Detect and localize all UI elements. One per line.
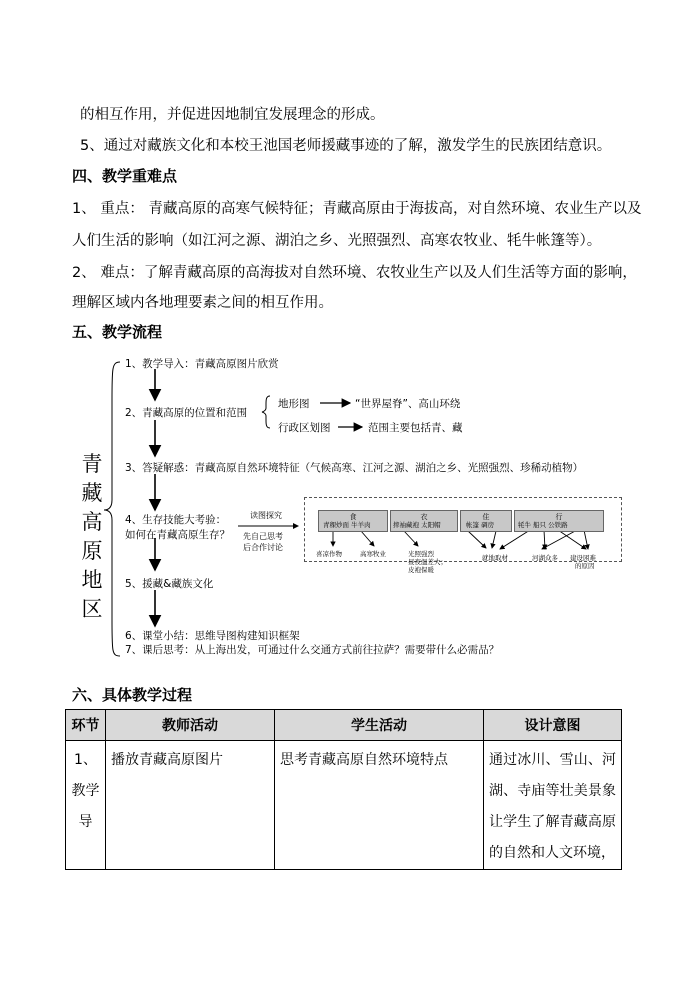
step-4-think-2: 后合作讨论 — [243, 543, 283, 552]
key-point-line1: 1、 重点： 青藏高原的高寒气候特征；青藏高原由于海拔高，对自然环境、农业生产以及 — [72, 201, 642, 217]
objective-5: 5、通过对藏族文化和本校王池国老师援藏事迹的了解，激发学生的民族团结意识。 — [80, 138, 612, 154]
outcome-many-lakes: 河湖众多 — [532, 554, 558, 562]
category-housing — [460, 510, 512, 532]
category-clothes-items: 摔袖藏袍 太阳帽 — [393, 521, 441, 529]
cell-intent: 通过冰川、雪山、河湖、寺庙等壮美景象让学生了解青藏高原的自然和人文环境， — [484, 741, 622, 870]
header-intent: 设计意图 — [484, 710, 622, 741]
cell-stage: 1、教学导 — [66, 741, 106, 870]
category-clothes-title: 衣 — [420, 513, 428, 521]
table-row — [66, 741, 622, 870]
step-2-admin-result: 范围主要包括青、藏 — [368, 422, 463, 434]
step-1: 1、教学导入：青藏高原图片欣赏 — [125, 358, 279, 370]
header-teacher: 教师活动 — [106, 710, 275, 741]
section-heading-6: 六、具体教学过程 — [72, 686, 193, 704]
section-heading-4: 四、教学重难点 — [72, 167, 178, 185]
header-stage: 环节 — [66, 710, 106, 741]
difficult-point-line2: 理解区域内各地理要素之间的相互作用。 — [72, 295, 333, 311]
step-2: 2、青藏高原的位置和范围 — [125, 407, 248, 419]
step-4-read: 读图探究 — [250, 511, 282, 520]
category-food-items: 青稞炒面 牛羊肉 — [323, 521, 371, 529]
step-2-map: 地形图 — [278, 398, 310, 410]
step-5: 5、援藏&藏族文化 — [125, 578, 214, 590]
cell-teacher: 播放青藏高原图片 — [106, 741, 275, 870]
outcome-temp-range: 昼夜温差大； — [408, 558, 447, 566]
outcome-alpine-pasture: 高寒牧业 — [360, 550, 386, 558]
step-4-line2: 如何在青藏高原生存？ — [125, 529, 230, 541]
step-4-line1: 4、生存技能大考验： — [125, 514, 227, 526]
table-header-row — [66, 710, 622, 741]
paragraph-continuation: 的相互作用，并促进因地制宜发展理念的形成。 — [80, 107, 385, 123]
section-heading-5: 五、教学流程 — [72, 323, 163, 341]
step-4-think-1: 先自己思考 — [243, 532, 283, 541]
category-travel-title: 行 — [555, 513, 563, 521]
step-7: 7、课后思考：从上海出发，可通过什么交通方式前往拉萨？需要带什么必需品？ — [125, 644, 500, 656]
step-6: 6、课堂小结：思维导图构建知识框架 — [125, 630, 300, 642]
category-food-title: 食 — [349, 513, 357, 521]
step-2-admin: 行政区划图 — [278, 422, 331, 434]
outcome-sunlight: 光照强烈 — [408, 550, 434, 558]
cell-student: 思考青藏高原自然环境特点 — [275, 741, 484, 870]
difficult-point-line1: 2、 难点：了解青藏高原的高海拔对自然环境、农牧业生产以及人们生活等方面的影响， — [72, 265, 637, 281]
category-travel — [514, 510, 604, 532]
outcome-reason: 的原因 — [575, 562, 595, 570]
header-student: 学生活动 — [275, 710, 484, 741]
category-housing-items: 帐篷 碉房 — [466, 521, 495, 529]
key-point-line2: 人们生活的影响（如江河之源、湖泊之乡、光照强烈、高寒农牧业、牦牛帐篷等）。 — [72, 233, 602, 249]
diagram-title: 青藏高原地区 — [81, 452, 103, 621]
outcome-local-materials: 就地取材 — [482, 554, 508, 562]
outcome-construction-difficulty: 建设困难 — [570, 554, 596, 562]
category-housing-title: 住 — [482, 513, 490, 521]
category-travel-items: 牦牛 船只 公铁路 — [518, 521, 568, 529]
step-3: 3、答疑解惑：青藏高原自然环境特征（气候高寒、江河之源、湖泊之乡、光照强烈、珍稀动植物） — [125, 462, 584, 474]
outcome-robe-warmth: 皮袍保暖 — [408, 566, 434, 574]
outcome-cold-crops: 喜凉作物 — [316, 550, 342, 558]
teaching-process-table — [65, 709, 622, 870]
category-food — [318, 510, 388, 532]
category-clothes — [390, 510, 458, 532]
step-2-map-result: “世界屋脊”、高山环绕 — [355, 398, 461, 410]
